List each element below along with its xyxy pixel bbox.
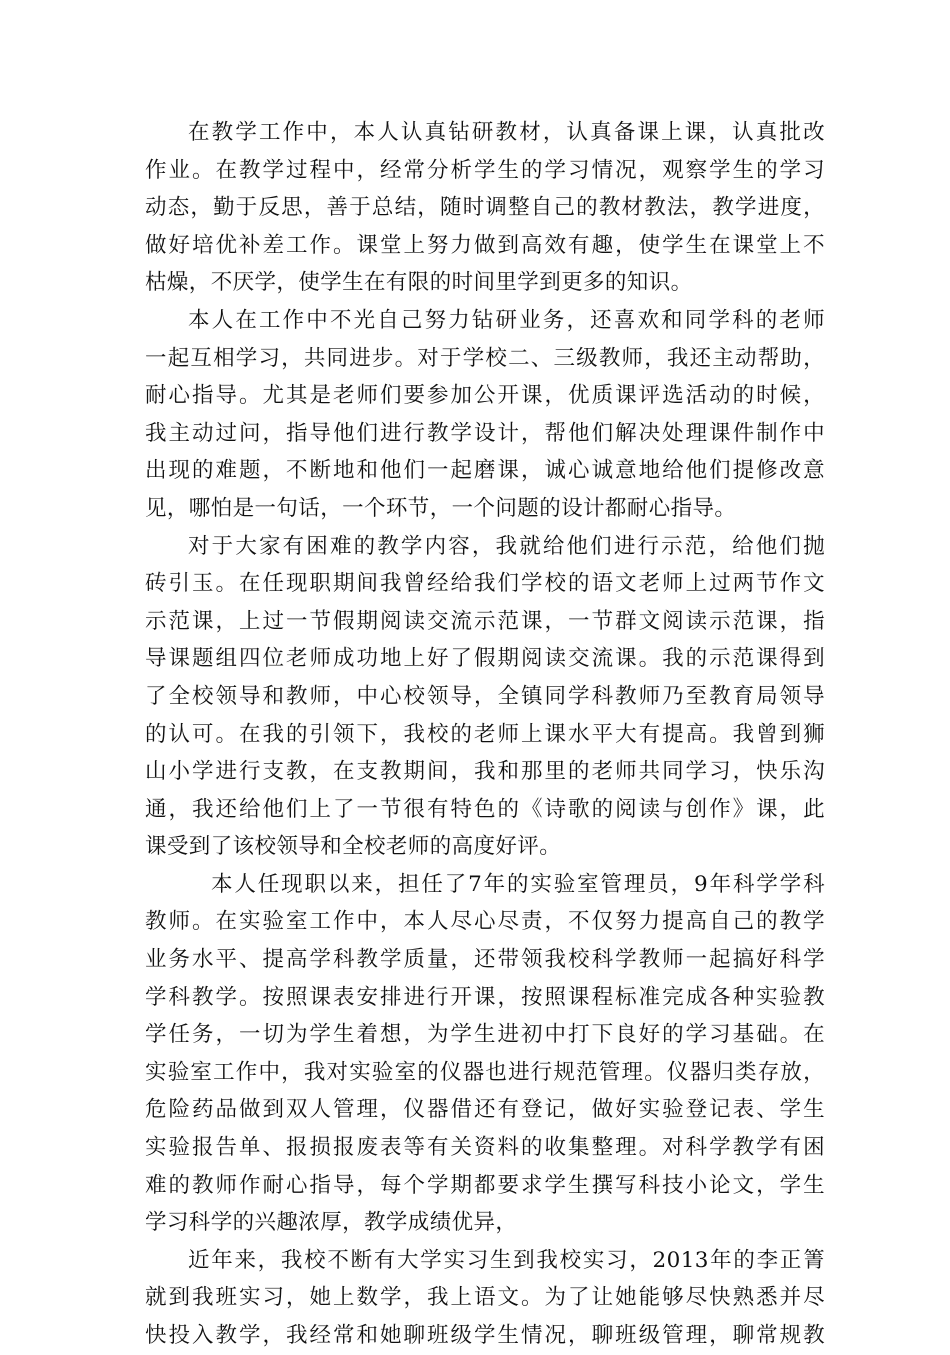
text-line: 在教学工作中，本人认真钻研教材，认真备课上课，认真批改 xyxy=(188,120,825,145)
text-line: 了全校领导和教师，中心校领导，全镇同学科教师乃至教育局领导 xyxy=(145,683,825,709)
text-line: 示范课，上过一节假期阅读交流示范课，一节群文阅读示范课，指 xyxy=(145,608,825,634)
text-line: 耐心指导。尤其是老师们要参加公开课，优质课评选活动的时候， xyxy=(145,383,825,409)
text-line: 我主动过问，指导他们进行教学设计，帮他们解决处理课件制作中 xyxy=(145,420,825,446)
text-line: 学习科学的兴趣浓厚，教学成绩优异， xyxy=(145,1210,518,1236)
text-line: 本人任现职以来，担任了7年的实验室管理员，9年科学学科 xyxy=(211,871,825,897)
paragraph-teaching-work xyxy=(145,114,825,302)
text-line: 学科教学。按照课表安排进行开课，按照课程标准完成各种实验教 xyxy=(145,984,825,1010)
paragraph-intern-mentoring xyxy=(145,1242,825,1355)
text-line: 对于大家有困难的教学内容，我就给他们进行示范，给他们抛 xyxy=(188,533,825,559)
text-line: 快投入教学，我经常和她聊班级学生情况，聊班级管理，聊常规教 xyxy=(145,1323,825,1348)
text-line: 近年来，我校不断有大学实习生到我校实习，2013年的李正箐 xyxy=(188,1247,825,1273)
text-line: 出现的难题，不断地和他们一起磨课，诚心诚意地给他们提修改意 xyxy=(145,458,825,484)
text-line: 的认可。在我的引领下，我校的老师上课水平大有提高。我曾到狮 xyxy=(145,721,825,747)
text-line: 导课题组四位老师成功地上好了假期阅读交流课。我的示范课得到 xyxy=(145,646,825,672)
paragraph-laboratory-management xyxy=(145,866,825,1242)
text-line: 动态，勤于反思，善于总结，随时调整自己的教材教法，教学进度， xyxy=(145,195,825,221)
text-line: 学任务，一切为学生着想，为学生进初中打下良好的学习基础。在 xyxy=(145,1022,825,1048)
text-line: 课受到了该校领导和全校老师的高度好评。 xyxy=(145,834,562,860)
text-line: 教师。在实验室工作中，本人尽心尽责，不仅努力提高自己的教学 xyxy=(145,909,825,935)
text-line: 就到我班实习，她上数学，我上语文。为了让她能够尽快熟悉并尽 xyxy=(145,1285,825,1311)
text-line: 通，我还给他们上了一节很有特色的《诗歌的阅读与创作》课，此 xyxy=(145,796,825,822)
text-line: 业务水平、提高学科教学质量，还带领我校科学教师一起搞好科学 xyxy=(145,947,825,973)
text-line: 作业。在教学过程中，经常分析学生的学习情况，观察学生的学习 xyxy=(145,157,825,183)
text-line: 本人在工作中不光自己努力钻研业务，还喜欢和同学科的老师 xyxy=(188,307,825,333)
text-line: 难的教师作耐心指导，每个学期都要求学生撰写科技小论文，学生 xyxy=(145,1172,825,1198)
text-line: 做好培优补差工作。课堂上努力做到高效有趣，使学生在课堂上不 xyxy=(145,232,825,258)
paragraph-colleague-help xyxy=(145,302,825,528)
document-page xyxy=(145,114,825,1355)
paragraph-demonstration-lessons xyxy=(145,528,825,866)
text-line: 实验室工作中，我对实验室的仪器也进行规范管理。仪器归类存放， xyxy=(145,1059,825,1085)
text-line: 危险药品做到双人管理，仪器借还有登记，做好实验登记表、学生 xyxy=(145,1097,825,1123)
text-line: 实验报告单、报损报废表等有关资料的收集整理。对科学教学有困 xyxy=(145,1135,825,1161)
text-line: 一起互相学习，共同进步。对于学校二、三级教师，我还主动帮助， xyxy=(145,345,825,371)
text-line: 砖引玉。在任现职期间我曾经给我们学校的语文老师上过两节作文 xyxy=(145,571,825,597)
text-line: 枯燥，不厌学，使学生在有限的时间里学到更多的知识。 xyxy=(145,270,693,296)
text-line: 山小学进行支教，在支教期间，我和那里的老师共同学习，快乐沟 xyxy=(145,759,825,785)
text-line: 见，哪怕是一句话，一个环节，一个问题的设计都耐心指导。 xyxy=(145,495,737,521)
